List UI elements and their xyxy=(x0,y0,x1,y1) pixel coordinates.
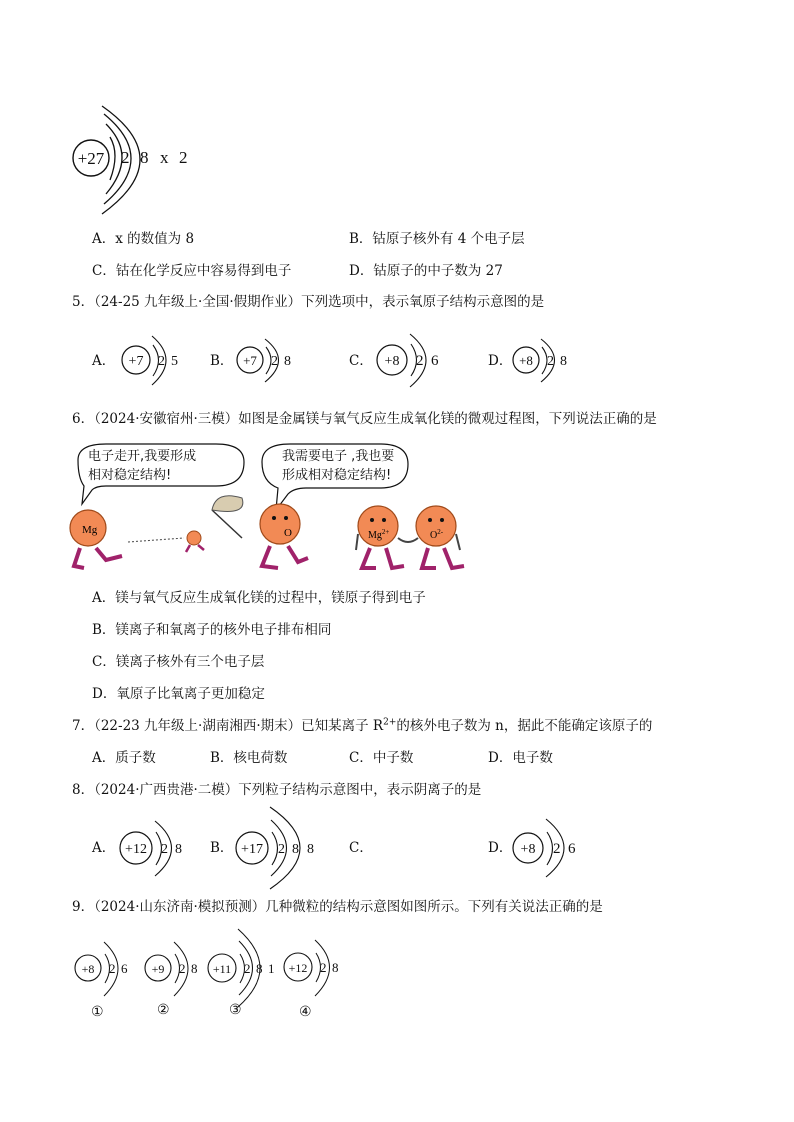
right-bubble-text: 我需要电子 ,我也要 形成相对稳定结构! xyxy=(282,449,395,483)
q4-option-c[interactable]: C．钴在化学反应中容易得到电子 xyxy=(92,263,292,279)
svg-text:2: 2 xyxy=(320,960,327,975)
svg-text:O2-: $O^{2-}$ xyxy=(430,528,444,541)
q8-option-a-diagram[interactable] xyxy=(114,818,194,878)
q8-option-c-letter[interactable]: C． xyxy=(349,840,373,856)
svg-text:+8: +8 xyxy=(519,353,533,368)
q4-option-b[interactable]: B．钴原子核外有 4 个电子层 xyxy=(349,231,525,247)
q9-diagram-3 xyxy=(204,926,284,1010)
q6-option-b[interactable]: B．镁离子和氧离子的核外电子排布相同 xyxy=(92,622,332,638)
svg-text:8: 8 xyxy=(307,842,314,857)
cobalt-shell-4: 2 xyxy=(179,148,188,167)
cobalt-atom-diagram xyxy=(66,104,196,216)
svg-text:+12: +12 xyxy=(288,961,308,975)
cobalt-shell-1: 2 xyxy=(121,148,130,167)
q6-option-d[interactable]: D．氧原子比氧离子更加稳定 xyxy=(92,686,265,702)
svg-text:6: 6 xyxy=(431,353,439,369)
svg-text:+12: +12 xyxy=(125,842,147,857)
q5-option-b-letter[interactable]: B． xyxy=(210,353,234,369)
q5-option-b-diagram[interactable] xyxy=(232,337,302,385)
svg-text:8: 8 xyxy=(284,354,291,369)
q7-option-c[interactable]: C．中子数 xyxy=(349,750,414,766)
q6-option-c[interactable]: C．镁离子核外有三个电子层 xyxy=(92,654,265,670)
svg-text:6: 6 xyxy=(568,841,576,857)
q5-option-a-letter[interactable]: A． xyxy=(92,353,116,369)
svg-text:8: 8 xyxy=(175,842,182,857)
svg-text:2: 2 xyxy=(278,842,285,857)
q5-option-c-letter[interactable]: C． xyxy=(349,353,373,369)
svg-text:8: 8 xyxy=(332,960,339,975)
q6-stem: 6．（2024·安徽宿州·三模）如图是金属镁与氧气反应生成氧化镁的微观过程图，下列说法正确的是 xyxy=(72,411,657,427)
q7-option-a[interactable]: A．质子数 xyxy=(92,750,156,766)
svg-text:+8: +8 xyxy=(520,842,536,857)
svg-text:+7: +7 xyxy=(128,354,144,369)
q4-option-a[interactable]: A．x 的数值为 8 xyxy=(92,231,195,247)
svg-text:6: 6 xyxy=(121,961,128,976)
q7-option-d[interactable]: D．电子数 xyxy=(488,750,553,766)
q9-label-1: ① xyxy=(91,1004,104,1020)
svg-text:8: 8 xyxy=(560,354,567,369)
mg-ion-character xyxy=(356,506,404,568)
svg-text:8: 8 xyxy=(256,961,263,976)
svg-text:+7: +7 xyxy=(243,353,257,368)
q8-option-b-letter[interactable]: B． xyxy=(210,840,234,856)
o-atom-character xyxy=(260,504,308,568)
svg-text:Mg2+: $Mg^{2+}$ xyxy=(368,528,390,541)
q9-diagram-2 xyxy=(140,936,208,1002)
cobalt-shell-3: x xyxy=(160,148,169,167)
svg-text:+8: +8 xyxy=(384,354,400,369)
svg-text:2: 2 xyxy=(553,841,561,857)
svg-text:2: 2 xyxy=(271,354,278,369)
q5-option-a-diagram[interactable] xyxy=(114,333,190,389)
q8-option-d-diagram[interactable] xyxy=(508,816,590,880)
q5-stem: 5．（24-25 九年级上·全国·假期作业）下列选项中，表示氧原子结构示意图的是 xyxy=(72,294,545,310)
q8-option-b-diagram[interactable] xyxy=(230,804,334,892)
svg-text:+9: +9 xyxy=(151,962,165,976)
svg-text:+8: +8 xyxy=(81,962,95,976)
svg-text:5: 5 xyxy=(171,354,178,369)
q7-stem: 7．（22-23 九年级上·湖南湘西·期末）已知某离子 $R^{2+}$的核外电子数为 n，据此不能确定该原子的 xyxy=(72,717,653,734)
svg-text:8: 8 xyxy=(292,842,299,857)
svg-text:2: 2 xyxy=(244,961,251,976)
q8-option-a-letter[interactable]: A． xyxy=(92,840,116,856)
q9-label-2: ② xyxy=(157,1002,170,1018)
mg-atom-character xyxy=(70,510,122,568)
svg-text:2: 2 xyxy=(416,353,424,369)
q8-option-d-letter[interactable]: D． xyxy=(488,840,513,856)
cobalt-shell-2: 8 xyxy=(140,148,149,167)
svg-text:1: 1 xyxy=(268,961,275,976)
svg-text:+11: +11 xyxy=(212,962,232,976)
q4-option-d[interactable]: D．钴原子的中子数为 27 xyxy=(349,263,503,279)
q9-label-4: ④ xyxy=(299,1004,312,1020)
svg-text:2: 2 xyxy=(158,354,165,369)
svg-text:Mg: Mg xyxy=(82,524,98,536)
o-ion-character xyxy=(416,506,464,568)
cobalt-nucleus: +27 xyxy=(77,149,105,168)
svg-text:8: 8 xyxy=(191,961,198,976)
electron-character xyxy=(186,531,204,552)
q5-option-c-diagram[interactable] xyxy=(370,332,450,390)
butterfly-net xyxy=(212,496,243,538)
q7-option-b[interactable]: B．核电荷数 xyxy=(210,750,288,766)
svg-text:O: O xyxy=(284,527,292,539)
left-bubble-text: 电子走开,我要形成 相对稳定结构! xyxy=(88,449,197,483)
svg-text:2: 2 xyxy=(109,961,116,976)
q5-option-d-diagram[interactable] xyxy=(508,337,578,385)
q9-diagram-4 xyxy=(280,934,350,1002)
q9-label-3: ③ xyxy=(229,1002,242,1018)
q6-option-a[interactable]: A．镁与氧气反应生成氧化镁的过程中，镁原子得到电子 xyxy=(92,590,426,606)
svg-text:2: 2 xyxy=(547,354,554,369)
q9-stem: 9．（2024·山东济南·模拟预测）几种微粒的结构示意图如图所示。下列有关说法正确的是 xyxy=(72,899,603,915)
svg-text:+17: +17 xyxy=(241,842,263,857)
q8-stem: 8．（2024·广西贵港·二模）下列粒子结构示意图中，表示阴离子的是 xyxy=(72,782,482,798)
svg-text:2: 2 xyxy=(179,961,186,976)
q5-option-d-letter[interactable]: D． xyxy=(488,353,513,369)
svg-text:2: 2 xyxy=(161,842,168,857)
q9-diagram-1 xyxy=(70,936,138,1002)
